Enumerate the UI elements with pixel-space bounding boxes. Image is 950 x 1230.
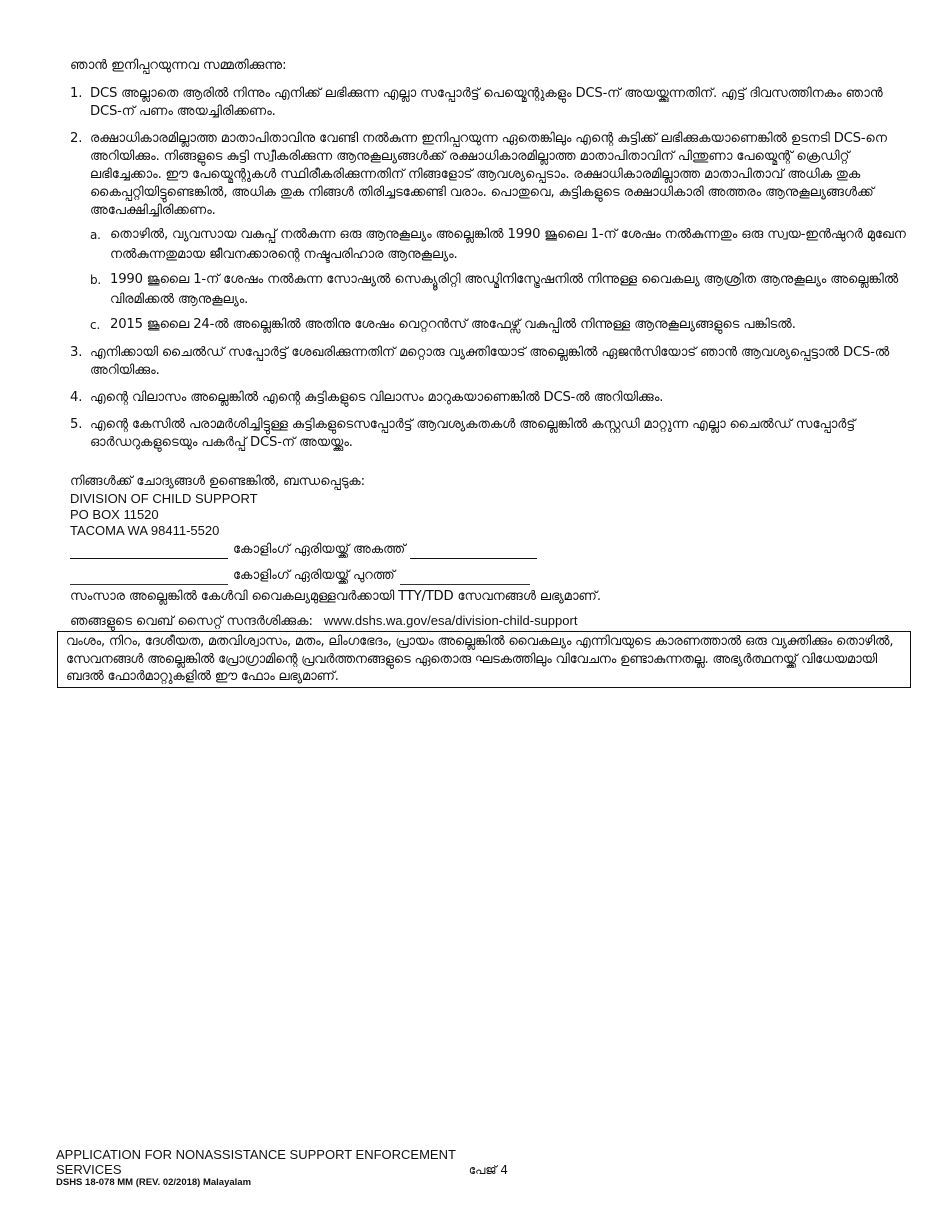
sub-item-b [90, 270, 910, 310]
list-item-1 [70, 85, 910, 121]
contact-heading: നിങ്ങൾക്ക് ചോദ്യങ്ങൾ ഉണ്ടെങ്കിൽ, ബന്ധപ്പെടുക: [70, 474, 365, 489]
sub-item-letter: a. [90, 228, 101, 242]
list-item-5 [70, 416, 910, 452]
sub-item-a [90, 225, 910, 265]
outside-calling-area-row [70, 567, 530, 585]
sub-item-letter: b. [90, 273, 102, 287]
sub-item-text: 2015 ജൂലൈ 24-ൽ അല്ലെങ്കിൽ അതിനു ശേഷം വെറ്ററൻസ് അഫേഴ്സ് വകുപ്പിൽ നിന്നുള്ള ആനുകൂല്യങ്ങളുടെ പങ്കിടൽ. [110, 317, 796, 332]
contact-block [70, 473, 365, 539]
item-number: 4. [70, 390, 83, 405]
item-number: 5. [70, 417, 83, 432]
tty-notice: സംസാര അല്ലെങ്കിൽ കേൾവി വൈകല്യമുള്ളവർക്കായി TTY/TDD സേവനങ്ങൾ ലഭ്യമാണ്. [70, 589, 601, 604]
sub-item-letter: c. [90, 318, 101, 332]
item-number: 2. [70, 131, 83, 146]
inside-calling-area-label: കോളിംഗ് ഏരിയയ്ക്ക് അകത്ത് [233, 542, 406, 557]
list-item-2 [70, 130, 910, 335]
list-item-4 [70, 389, 910, 407]
item-text: രക്ഷാധികാരമില്ലാത്ത മാതാപിതാവിനു വേണ്ടി നൽകുന്ന ഇനിപ്പറയുന്ന ഏതെങ്കിലും എന്റെ കുട്ടിക്ക് ലഭിക്കുകയാണെങ്കിൽ ഉടനടി DCS-നെ അറിയിക്കും. നിങ്ങളുടെ കുട്ടി സ്വീകരിക്കുന്ന ആനുകൂല്യങ്ങൾക്ക് രക്ഷാധികാരമില്ലാത്ത മാതാപിതാവിന് പിന്തുണാ പേയ്മെന്റ് ക്രെഡിറ്റ് ലഭിച്ചേക്കാം. ഈ പേയ്മെന്റുകൾ സ്ഥിരീകരിക്കുന്നതിന് നിങ്ങളോട് ആവശ്യപ്പെടാം. രക്ഷാധികാരമില്ലാത്ത മാതാപിതാവ് അധിക തുക കൈപ്പറ്റിയിട്ടുണ്ടെങ്കിൽ, അധിക തുക നിങ്ങൾ തിരിച്ചടക്കേണ്ടി വരാം. പൊതുവെ, കുട്ടികളുടെ രക്ഷാധികാരി അത്തരം ആനുകൂല്യങ്ങൾക്ക് അപേക്ഷിച്ചിരിക്കണം. [90, 131, 887, 218]
nondiscrimination-notice-box [57, 631, 911, 688]
sub-item-c [90, 315, 910, 335]
address-line-3: TACOMA WA 98411-5520 [70, 523, 220, 538]
list-item-3 [70, 344, 910, 380]
address-line-2: PO BOX 11520 [70, 507, 159, 522]
page-footer [56, 1147, 516, 1189]
outside-phone-blank-right[interactable] [400, 570, 530, 585]
item-number: 3. [70, 345, 83, 360]
form-id: DSHS 18-078 MM (REV. 02/2018) Malayalam [56, 1177, 252, 1188]
item-text: എനിക്കായി ചൈൽഡ് സപ്പോർട്ട് ശേഖരിക്കുന്നതിന് മറ്റൊരു വ്യക്തിയോട് അല്ലെങ്കിൽ ഏജൻസിയോട് ഞാൻ ആവശ്യപ്പെട്ടാൽ DCS-ൽ അറിയിക്കും. [90, 345, 890, 378]
item-text: DCS അല്ലാതെ ആരിൽ നിന്നും എനിക്ക് ലഭിക്കുന്ന എല്ലാ സപ്പോർട്ട് പെയ്മെന്റുകളും DCS-ന് അയയ്ക്കുന്നതിന്. എട്ട് ദിവസത്തിനകം ഞാൻ DCS-ന് പണം അയച്ചിരിക്കണം. [90, 86, 883, 119]
page-number: പേജ് 4 [468, 1163, 508, 1177]
website-label: ഞങ്ങളുടെ വെബ് സൈറ്റ് സന്ദർശിക്കുക: [70, 614, 313, 629]
inside-phone-blank-left[interactable] [70, 544, 228, 559]
sub-item-text: തൊഴിൽ, വ്യവസായ വകുപ്പ് നൽകുന്ന ഒരു ആനുകൂല്യം അല്ലെങ്കിൽ 1990 ജൂലൈ 1-ന് ശേഷം നൽകുന്നതും ഒരു സ്വയ-ഇൻഷുറർ മുഖേന നൽകുന്നതുമായ ജീവനക്കാരന്റെ നഷ്ടപരിഹാര ആനുകൂല്യം. [110, 227, 906, 262]
inside-phone-blank-right[interactable] [410, 544, 537, 559]
inside-calling-area-row [70, 541, 537, 559]
sub-item-text: 1990 ജൂലൈ 1-ന് ശേഷം നൽകുന്ന സോഷ്യൽ സെക്യൂരിറ്റി അഡ്മിനിസ്ട്രേഷനിൽ നിന്നുള്ള വൈകല്യ ആശ്രിത ആനുകൂല്യം അല്ലെങ്കിൽ വിരമിക്കൽ ആനുകൂല്യം. [110, 272, 899, 307]
item-text: എന്റെ കേസിൽ പരാമർശിച്ചിട്ടുള്ള കുട്ടികളുടെസപ്പോർട്ട് ആവശ്യകതകൾ അല്ലെങ്കിൽ കസ്റ്റഡി മാറ്റുന്ന എല്ലാ ചൈൽഡ് സപ്പോർട്ട് ഓർഡറുകളുടെയും പകർപ്പ് DCS-ന് അയയ്ക്കും. [90, 417, 856, 450]
outside-phone-blank-left[interactable] [70, 570, 228, 585]
item-text: എന്റെ വിലാസം അല്ലെങ്കിൽ എന്റെ കുട്ടികളുടെ വിലാസം മാറുകയാണെങ്കിൽ DCS-ൽ അറിയിക്കും. [90, 390, 664, 405]
address-line-1: DIVISION OF CHILD SUPPORT [70, 491, 258, 506]
agreement-intro: ഞാൻ ഇനിപ്പറയുന്നവ സമ്മതിക്കുന്നു: [70, 58, 287, 73]
website-row [70, 610, 577, 631]
outside-calling-area-label: കോളിംഗ് ഏരിയയ്ക്ക് പുറത്ത് [233, 568, 395, 583]
website-link[interactable]: www.dshs.wa.gov/esa/division-child-support [323, 613, 578, 628]
sub-list [90, 225, 910, 335]
agreement-list [70, 85, 910, 461]
item-number: 1. [70, 86, 83, 101]
nondiscrimination-notice-text: വംശം, നിറം, ദേശീയത, മതവിശ്വാസം, മതം, ലിംഗഭേദം, പ്രായം അല്ലെങ്കിൽ വൈകല്യം എന്നിവയുടെ കാരണത്താൽ ഒരു വ്യക്തിക്കും തൊഴിൽ, സേവനങ്ങൾ അല്ലെങ്കിൽ പ്രോഗ്രാമിന്റെ പ്രവർത്തനങ്ങളുടെ ഏതൊരു ഘടകത്തിലും വിവേചനം ഉണ്ടാകുന്നതല്ല. അഭ്യർത്ഥനയ്ക്ക് വിധേയമായി ബദൽ ഫോർമാറ്റുകളിൽ ഈ ഫോം ലഭ്യമാണ്. [66, 634, 894, 684]
form-title: APPLICATION FOR NONASSISTANCE SUPPORT ENFORCEMENT SERVICES [56, 1147, 456, 1177]
